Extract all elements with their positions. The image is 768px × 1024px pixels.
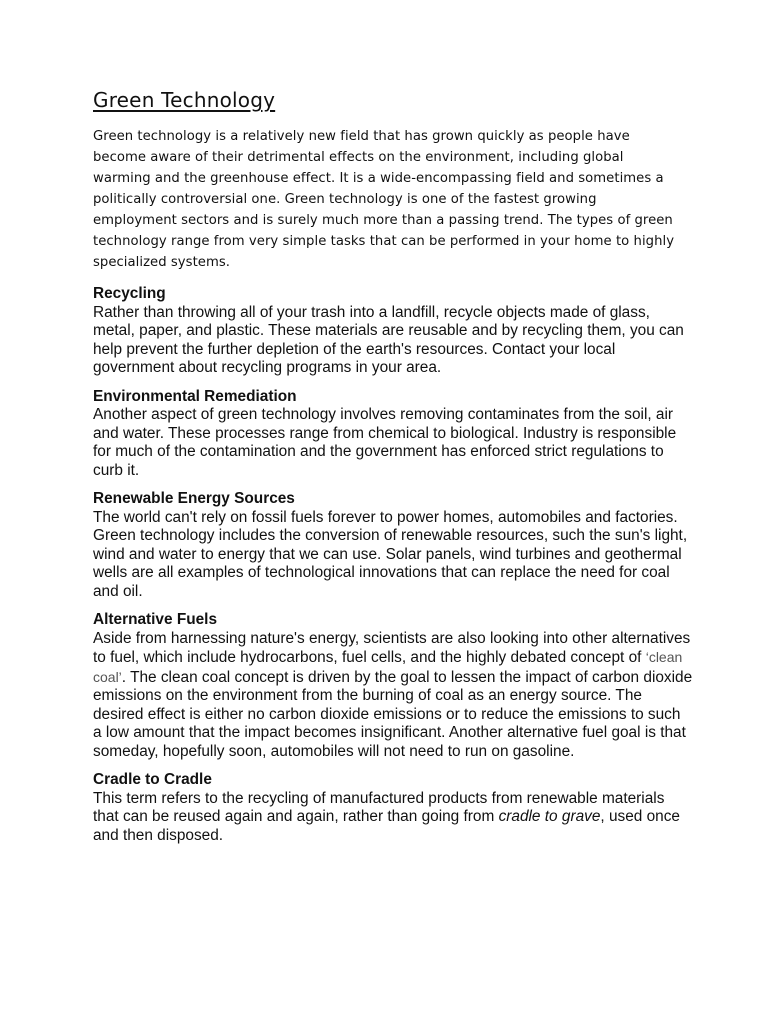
document-title: Green Technology: [93, 88, 276, 112]
section-heading: Environmental Remediation: [93, 387, 297, 405]
italic-term: cradle to grave: [498, 808, 601, 825]
section-body: [93, 630, 693, 762]
section-heading: Cradle to Cradle: [93, 771, 212, 788]
quoted-term: ‘clean coal’: [93, 649, 683, 685]
section-environmental-remediation: [93, 388, 693, 481]
body-text: . The clean coal concept is driven by the goal to lessen the impact of carbon dioxide emissions on the environment from the burning of coal as an energy source. The desired effect is either no carbon dioxide emissions or to reduce the emissions to such a low amount that the impact becomes insignificant. Another alternative fuel goal is that someday, hopefully soon, automobiles will not need to run on gasoline.: [93, 668, 693, 760]
section-heading: Recycling: [93, 285, 166, 302]
body-text: Aside from harnessing nature's energy, scientists are also looking into other alternatives to fuel, which include hydrocarbons, fuel cells, and the highly debated concept of: [93, 629, 691, 666]
section-heading: Alternative Fuels: [93, 611, 218, 628]
body-text: , used once and then disposed.: [93, 808, 680, 844]
section-body: The world can't rely on fossil fuels forever to power homes, automobiles and factories. Green technology includes the conversion of renewable resources, such the sun's light, wind and water to energy that we can use. Solar panels, wind turbines and geothermal wells are all examples of technological innovations that can replace the need for coal and oil.: [93, 508, 688, 600]
section-cradle-to-cradle: [93, 771, 693, 845]
intro-paragraph: Green technology is a relatively new field that has grown quickly as people have become aware of their detrimental effects on the environment, including global warming and the greenhouse effect. It is a wide-encompassing field and sometimes a politically controversial one. Green technology is one of the fastest growing employment sectors and is surely much more than a passing trend. The types of green technology range from very simple tasks that can be performed in your home to highly specialized systems.: [93, 129, 675, 270]
body-text: This term refers to the recycling of manufactured products from renewable materials that can be reused again and again, rather than going from: [93, 789, 665, 825]
section-recycling: [93, 285, 693, 378]
section-heading: Renewable Energy Sources: [93, 490, 295, 507]
section-body: Rather than throwing all of your trash into a landfill, recycle objects made of glass, metal, paper, and plastic. These materials are reusable and by recycling them, you can help prevent the further depletion of the earth's resources. Contact your local government about recycling programs in your area.: [93, 303, 684, 376]
section-alternative-fuels: [93, 611, 693, 761]
section-body: [93, 790, 693, 846]
section-body: Another aspect of green technology involves removing contaminates from the soil, air and water. These processes range from chemical to biological. Industry is responsible for much of the contamination and the government has enforced strict regulations to curb it.: [93, 406, 677, 479]
document-page: [93, 86, 693, 855]
section-renewable-energy: [93, 490, 693, 601]
